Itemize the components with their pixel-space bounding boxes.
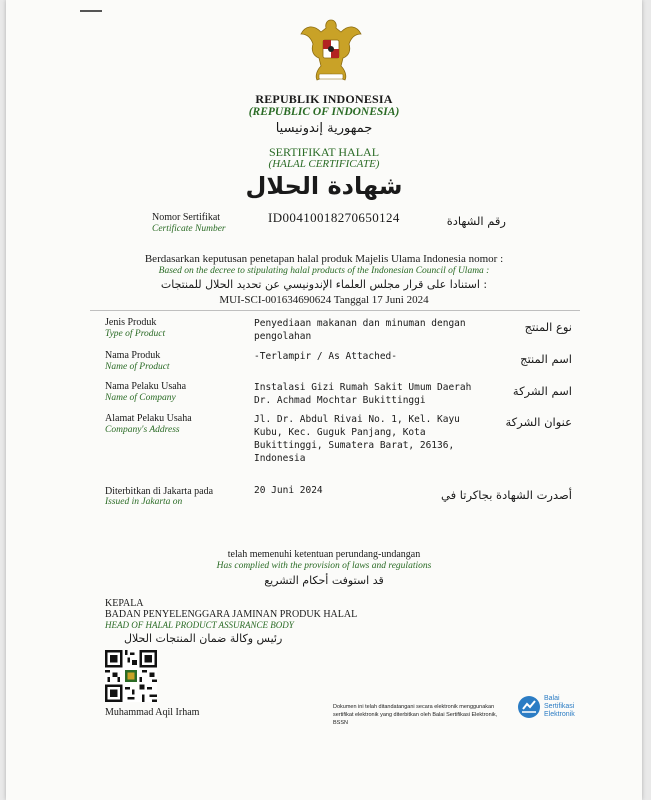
field-label-ar-company-address: عنوان الشركة (505, 415, 572, 429)
field-label-company-name: Nama Pelaku Usaha (105, 381, 187, 392)
signatory-title-en: HEAD OF HALAL PRODUCT ASSURANCE BODY (105, 620, 294, 630)
country-name-ar: جمهورية إندونيسيا (275, 121, 373, 136)
field-label-en-product-name: Name of Product (105, 362, 170, 372)
certificate-page (6, 0, 642, 800)
bsre-text-3: Elektronik (544, 711, 575, 718)
compliance-text-ar: قد استوفت أحكام التشريع (264, 574, 384, 587)
compliance-text-en: Has complied with the provision of laws and regulations (216, 561, 432, 571)
issued-date: 20 Juni 2024 (254, 485, 323, 496)
field-value-company-address: Jl. Dr. Abdul Rivai No. 1, Kel. Kayu Kubu, Kec. Guguk Panjang, Kota Bukittinggi, Sumatera Barat, 26136, Indonesia (254, 414, 460, 464)
cert-number-value: ID00410018270650124 (268, 210, 400, 225)
field-value-product-type: Penyediaan makanan dan minuman dengan pengolahan (254, 318, 466, 342)
cert-number-label-en: Certificate Number (152, 224, 226, 234)
field-label-company-address: Alamat Pelaku Usaha (105, 413, 192, 424)
garuda-emblem-icon (299, 14, 363, 86)
field-label-product-name: Nama Produk (105, 350, 161, 361)
signatory-title-ar: رئيس وكالة ضمان المنتجات الحلال (124, 632, 283, 645)
certificate-title: SERTIFIKAT HALAL (268, 145, 380, 159)
issued-label-en: Issued in Jakarta on (105, 497, 183, 507)
esign-note: Dokumen ini telah ditandatangani secara elektronik menggunakan sertifikat elektronik yang diterbitkan oleh Balai Sertifikasi Elektronik, BSSN (333, 704, 498, 726)
issued-label: Diterbitkan di Jakarta pada (105, 486, 214, 497)
field-label-en-company-name: Name of Company (105, 393, 176, 403)
signatory-title-1: KEPALA (105, 598, 144, 609)
bsre-text-1: Balai (544, 695, 560, 702)
field-label-en-product-type: Type of Product (105, 329, 166, 339)
signatory-title-2: BADAN PENYELENGGARA JAMINAN PRODUK HALAL (105, 609, 358, 620)
compliance-text: telah memenuhi ketentuan perundang-undangan (227, 549, 421, 560)
decree-text-ar: استنادا على قرار مجلس العلماء الإندونيسي عن تحديد الحلال للمنتجات : (160, 278, 488, 291)
field-label-ar-product-type: نوع المنتج (524, 320, 572, 334)
decree-text-en: Based on the decree to stipulating halal products of the Indonesian Council of Ulama : (158, 266, 490, 276)
field-label-product-type: Jenis Produk (105, 317, 157, 328)
decree-reference: MUI-SCI-001634690624 Tanggal 17 Juni 2024 (219, 294, 429, 306)
decree-text: Berdasarkan keputusan penetapan halal produk Majelis Ulama Indonesia nomor : (144, 253, 504, 265)
field-value-company-name: Instalasi Gizi Rumah Sakit Umum Daerah Dr. Achmad Mochtar Bukittinggi (254, 382, 472, 406)
field-label-ar-product-name: اسم المنتج (520, 352, 572, 366)
cert-number-label-ar: رقم الشهادة (446, 214, 506, 228)
field-label-en-company-address: Company's Address (105, 425, 180, 435)
qr-code-icon (105, 650, 157, 702)
certificate-title-ar: شهادة الحلال (245, 172, 403, 200)
field-label-ar-company-name: اسم الشركة (512, 384, 572, 398)
country-name: REPUBLIK INDONESIA (255, 92, 393, 106)
divider (90, 310, 580, 311)
bsre-text-2: Sertifikasi (544, 703, 575, 710)
signatory-name: Muhammad Aqil Irham (105, 707, 200, 718)
cert-number-label: Nomor Sertifikat (152, 212, 221, 223)
certificate-title-en: (HALAL CERTIFICATE) (268, 158, 380, 170)
scan-mark (80, 10, 102, 12)
issued-label-ar: أصدرت الشهادة بجاكرتا في (441, 488, 572, 502)
field-value-product-name: -Terlampir / As Attached- (254, 351, 397, 362)
country-name-en: (REPUBLIC OF INDONESIA) (248, 106, 400, 118)
